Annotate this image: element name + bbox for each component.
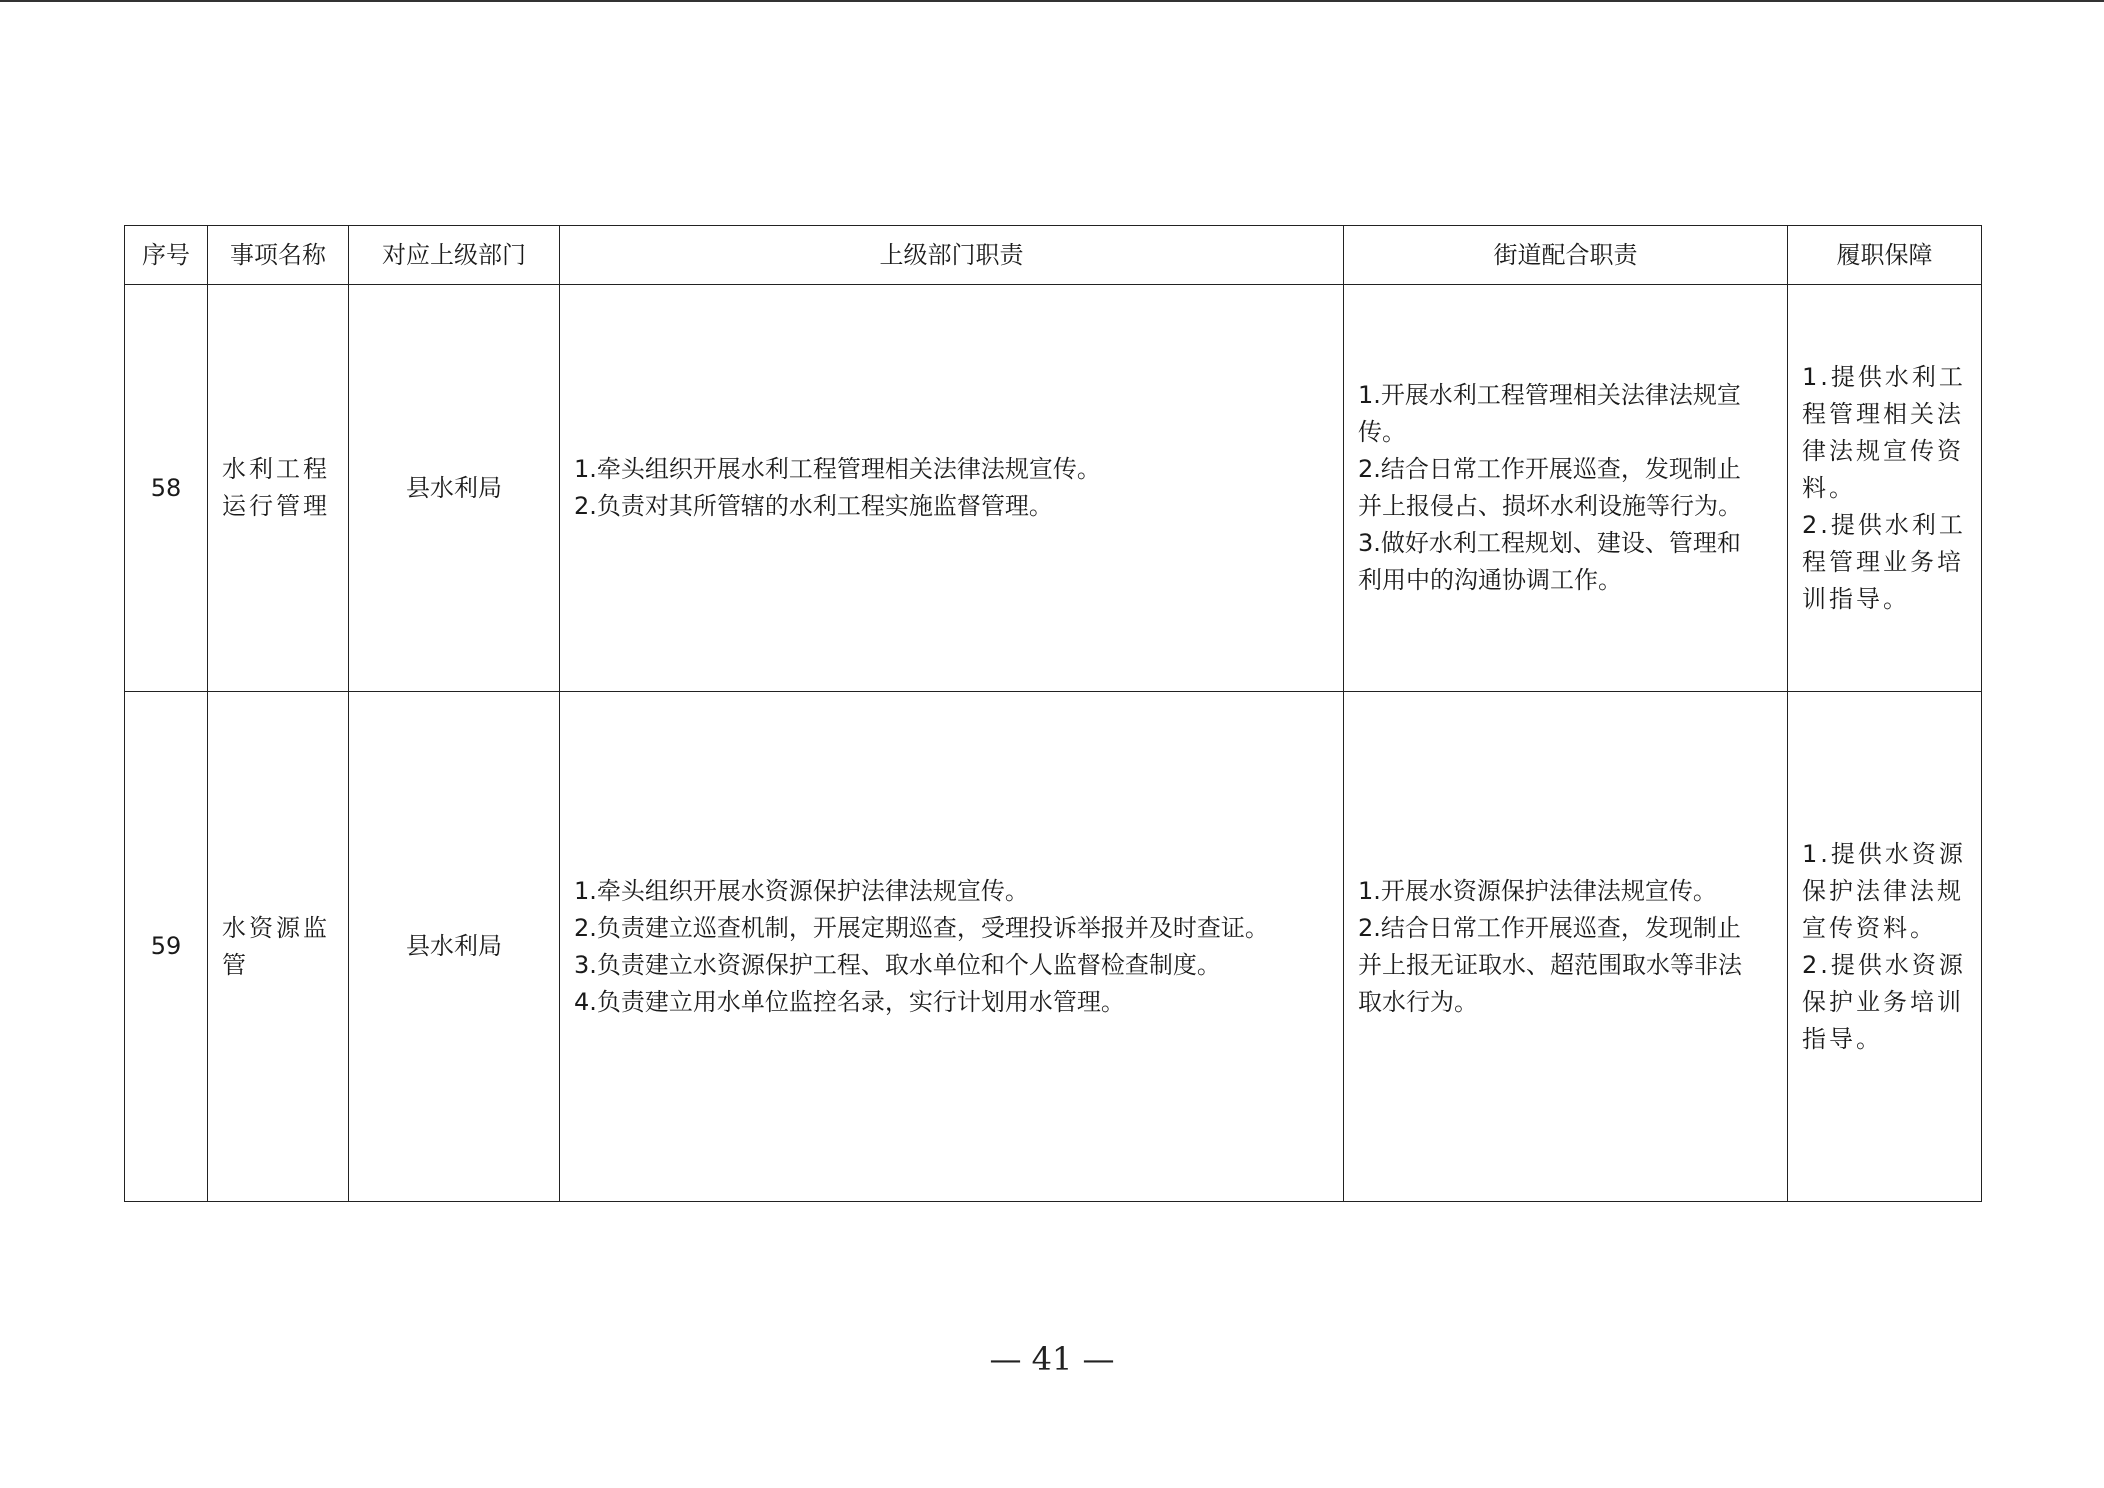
superior-duty-line: 4.负责建立用水单位监控名录，实行计划用水管理。 <box>574 987 1125 1016</box>
street-duty-line: 取水行为。 <box>1358 987 1478 1016</box>
superior-duty-line: 3.负责建立水资源保护工程、取水单位和个人监督检查制度。 <box>574 950 1221 979</box>
street-duty-line: 3.做好水利工程规划、建设、管理和 <box>1358 529 1741 557</box>
guarantee-line: 律法规宣传资 <box>1802 436 1964 465</box>
street-duty-line: 1.开展水资源保护法律法规宣传。 <box>1358 876 1717 905</box>
row-dept: 县水利局 <box>349 285 560 692</box>
item-name-line: 水利工程 <box>222 455 330 483</box>
table-row <box>125 692 1982 1202</box>
guarantee-line: 保护法律法规 <box>1802 876 1964 905</box>
header-guarantee: 履职保障 <box>1788 226 1982 285</box>
superior-duty-line: 2.负责建立巡查机制，开展定期巡查，受理投诉举报并及时查证。 <box>574 913 1269 942</box>
guarantee-line: 2.提供水利工 <box>1802 510 1966 539</box>
street-duty-line: 2.结合日常工作开展巡查，发现制止 <box>1358 913 1741 942</box>
header-dept: 对应上级部门 <box>349 226 560 285</box>
page-number: — 41 — <box>989 1340 1115 1378</box>
row-guarantee <box>1788 285 1982 692</box>
guarantee-line: 宣传资料。 <box>1802 913 1937 942</box>
row-superior-duty <box>560 692 1344 1202</box>
superior-duty-line: 1.牵头组织开展水资源保护法律法规宣传。 <box>574 876 1029 905</box>
item-name-line: 水资源监 <box>222 913 330 942</box>
superior-duty-line: 2.负责对其所管辖的水利工程实施监督管理。 <box>574 492 1053 520</box>
street-duty-line: 2.结合日常工作开展巡查，发现制止 <box>1358 455 1741 483</box>
guarantee-line: 1.提供水利工 <box>1802 362 1966 391</box>
guarantee-line: 2.提供水资源 <box>1802 950 1966 979</box>
header-item-name: 事项名称 <box>208 226 349 285</box>
guarantee-line: 指导。 <box>1802 1024 1883 1053</box>
street-duty-line: 并上报无证取水、超范围取水等非法 <box>1358 950 1742 979</box>
table-header-row <box>125 226 1982 285</box>
street-duty-line: 利用中的沟通协调工作。 <box>1358 566 1622 594</box>
row-seq: 59 <box>125 692 208 1202</box>
item-name-line: 管 <box>222 950 249 979</box>
street-duty-line: 传。 <box>1358 418 1406 446</box>
superior-duty-line: 1.牵头组织开展水利工程管理相关法律法规宣传。 <box>574 455 1101 483</box>
header-street-duty: 街道配合职责 <box>1344 226 1788 285</box>
row-superior-duty <box>560 285 1344 692</box>
row-seq: 58 <box>125 285 208 692</box>
row-dept: 县水利局 <box>349 692 560 1202</box>
street-duty-line: 并上报侵占、损坏水利设施等行为。 <box>1358 492 1742 520</box>
row-street-duty <box>1344 692 1788 1202</box>
row-street-duty <box>1344 285 1788 692</box>
duty-table <box>124 225 1982 1202</box>
item-name-line: 运行管理 <box>222 492 330 520</box>
header-seq: 序号 <box>125 226 208 285</box>
guarantee-line: 料。 <box>1802 473 1856 502</box>
top-border-rule <box>0 0 2104 2</box>
street-duty-line: 1.开展水利工程管理相关法律法规宣 <box>1358 381 1741 409</box>
guarantee-line: 训指导。 <box>1802 584 1910 613</box>
guarantee-line: 1.提供水资源 <box>1802 839 1966 868</box>
header-superior-duty: 上级部门职责 <box>560 226 1344 285</box>
guarantee-line: 保护业务培训 <box>1802 987 1964 1016</box>
row-item-name <box>208 285 349 692</box>
guarantee-line: 程管理业务培 <box>1802 547 1964 576</box>
row-guarantee <box>1788 692 1982 1202</box>
table-row <box>125 285 1982 692</box>
row-item-name <box>208 692 349 1202</box>
guarantee-line: 程管理相关法 <box>1802 399 1964 428</box>
